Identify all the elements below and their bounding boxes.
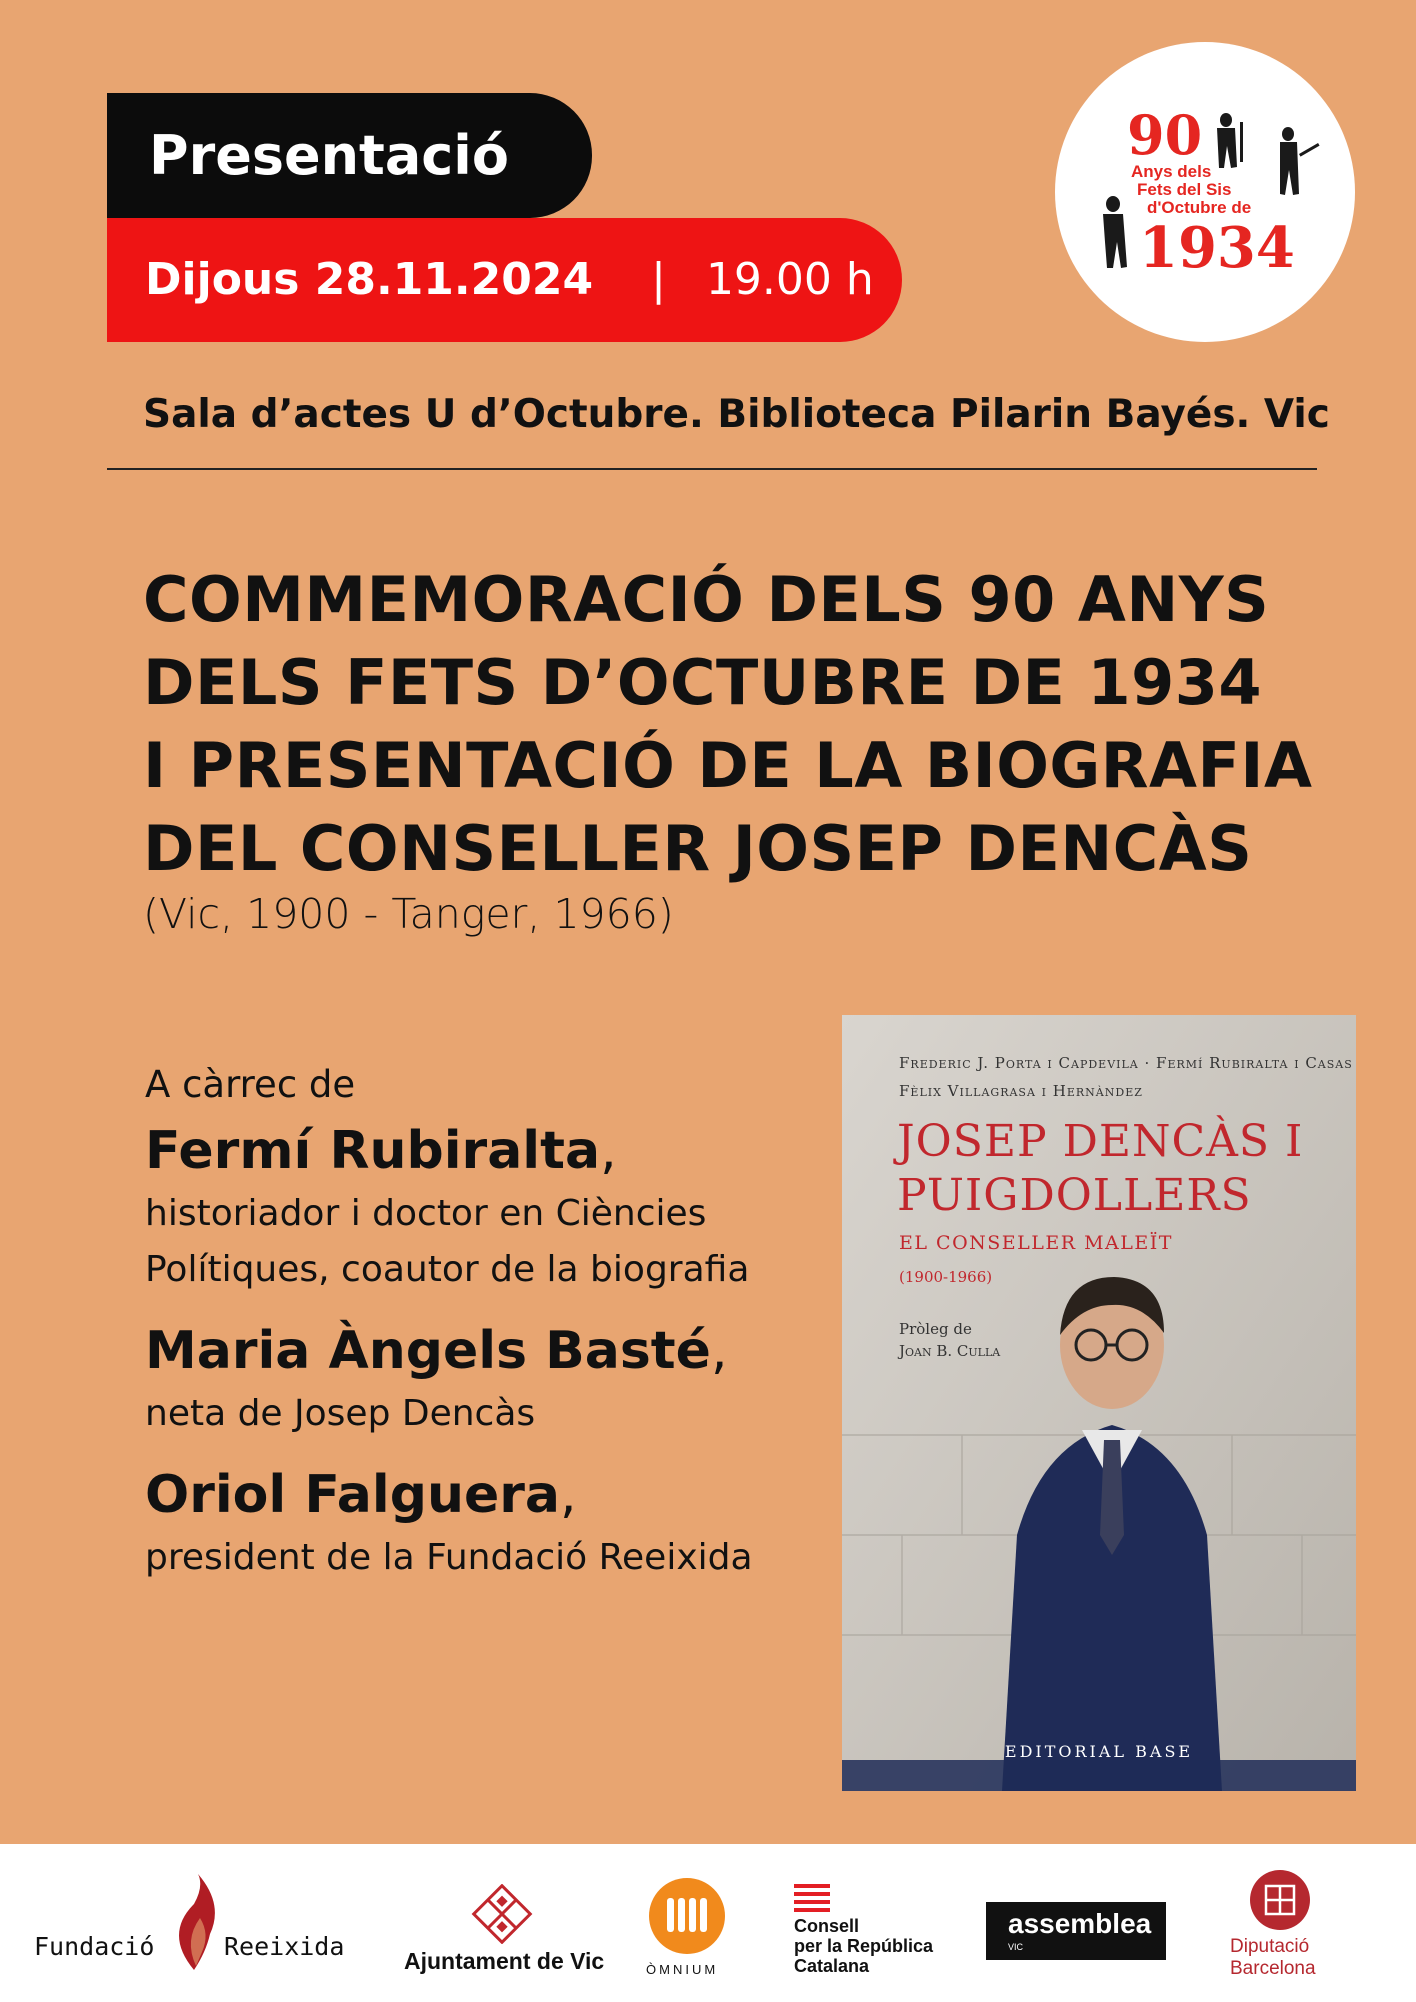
consell-text — [794, 1916, 933, 1976]
headline-line: COMMEMORACIÓ DELS 90 ANYS — [143, 563, 1270, 636]
consell-line: Catalana — [794, 1956, 870, 1976]
event-headline — [143, 558, 1313, 890]
consell-line: per la República — [794, 1936, 934, 1956]
event-date: Dijous 28.11.2024 — [145, 254, 594, 305]
assemblea-logo — [986, 1902, 1166, 1960]
speaker-name-wrap: Fermí Rubiralta, — [145, 1121, 617, 1181]
book-title-line: JOSEP DENCÀS I — [897, 1116, 1304, 1167]
diputacio-line: Barcelona — [1230, 1958, 1316, 1979]
prolog-label: Pròleg de — [899, 1320, 972, 1338]
date-time-separator: | — [651, 254, 666, 305]
diputacio-line: Diputació — [1230, 1936, 1310, 1957]
consell-line: Consell — [794, 1916, 860, 1936]
vic-shield-icon — [402, 1884, 602, 1944]
badge-year: 1934 — [1139, 215, 1295, 281]
badge-number: 90 — [1127, 103, 1203, 167]
ajuntament-vic-logo — [402, 1884, 605, 1984]
speakers-intro: A càrrec de — [145, 1063, 356, 1106]
speaker-role: Polítiques, coautor de la biografia — [145, 1249, 750, 1290]
speaker-name: Fermí Rubiralta — [145, 1121, 601, 1181]
event-time: 19.00 h — [705, 254, 874, 305]
consell-flag-icon — [792, 1882, 832, 1912]
diputacio-barcelona-logo — [1226, 1868, 1346, 1988]
speaker-item — [145, 1460, 805, 1586]
speaker-role: neta de Josep Dencàs — [145, 1393, 536, 1434]
venue-text: Sala d’actes U d’Octubre. Biblioteca Pilarin Bayés. Vic — [143, 392, 1330, 437]
book-authors-line: Fèlix Villagrasa i Hernàndez — [899, 1082, 1143, 1100]
date-time-banner — [107, 218, 902, 342]
presentation-label: Presentació — [107, 93, 592, 218]
consell-republica-logo — [792, 1882, 962, 1982]
book-years: (1900-1966) — [899, 1268, 993, 1286]
divider-line — [107, 468, 1317, 470]
speaker-role: historiador i doctor en Ciències — [145, 1193, 707, 1234]
speaker-name-wrap: Oriol Falguera, — [145, 1465, 577, 1525]
diputacio-shield-icon — [1226, 1868, 1346, 1934]
speaker-name: Maria Àngels Basté — [145, 1321, 711, 1381]
speaker-item — [145, 1316, 805, 1442]
vic-text: Ajuntament de Vic — [404, 1948, 605, 1974]
assemblea-sub-text: VIC — [1008, 1942, 1024, 1952]
book-publisher: EDITORIAL BASE — [1004, 1742, 1194, 1761]
book-authors — [899, 1049, 1353, 1105]
sponsor-footer — [0, 1844, 1416, 2002]
book-prolog — [899, 1318, 1000, 1362]
badge-line3: d'Octubre de — [1147, 198, 1252, 217]
omnium-circle-icon — [640, 1876, 740, 1956]
badge-line1: Anys dels — [1131, 162, 1212, 181]
book-title-line: PUIGDOLLERS — [897, 1170, 1252, 1221]
lifespan-text: (Vic, 1900 - Tanger, 1966) — [143, 890, 674, 938]
speaker-name-wrap: Maria Àngels Basté, — [145, 1321, 728, 1381]
diputacio-text — [1230, 1936, 1316, 1980]
headline-line: DEL CONSELLER JOSEP DENCÀS — [143, 812, 1253, 885]
headline-line: DELS FETS D’OCTUBRE DE 1934 — [143, 646, 1263, 719]
anniversary-logo-graphic — [1055, 42, 1355, 342]
prolog-author: Joan B. Culla — [899, 1342, 1001, 1360]
reeixida-right-text: Reeixida — [224, 1932, 345, 1961]
speaker-role: president de la Fundació Reeixida — [145, 1537, 753, 1578]
book-subtitle: EL CONSELLER MALEÏT — [899, 1232, 1173, 1254]
reeixida-left-text: Fundació — [34, 1932, 155, 1961]
anniversary-badge — [1055, 42, 1355, 342]
headline-line: I PRESENTACIÓ DE LA BIOGRAFIA — [143, 729, 1313, 802]
fundacio-reeixida-logo — [34, 1874, 364, 1974]
omnium-text: ÒMNIUM — [646, 1962, 719, 1977]
speaker-item — [145, 1116, 805, 1298]
book-authors-line: Frederic J. Porta i Capdevila · Fermí Rubiralta i Casas — [899, 1054, 1353, 1072]
badge-line2: Fets del Sis — [1137, 180, 1232, 199]
speaker-name: Oriol Falguera — [145, 1465, 560, 1525]
omnium-logo — [640, 1876, 740, 1986]
assemblea-text: assemblea — [1008, 1908, 1152, 1939]
speakers-section — [145, 1060, 805, 1586]
book-title — [897, 1115, 1303, 1223]
book-cover — [842, 1015, 1356, 1791]
